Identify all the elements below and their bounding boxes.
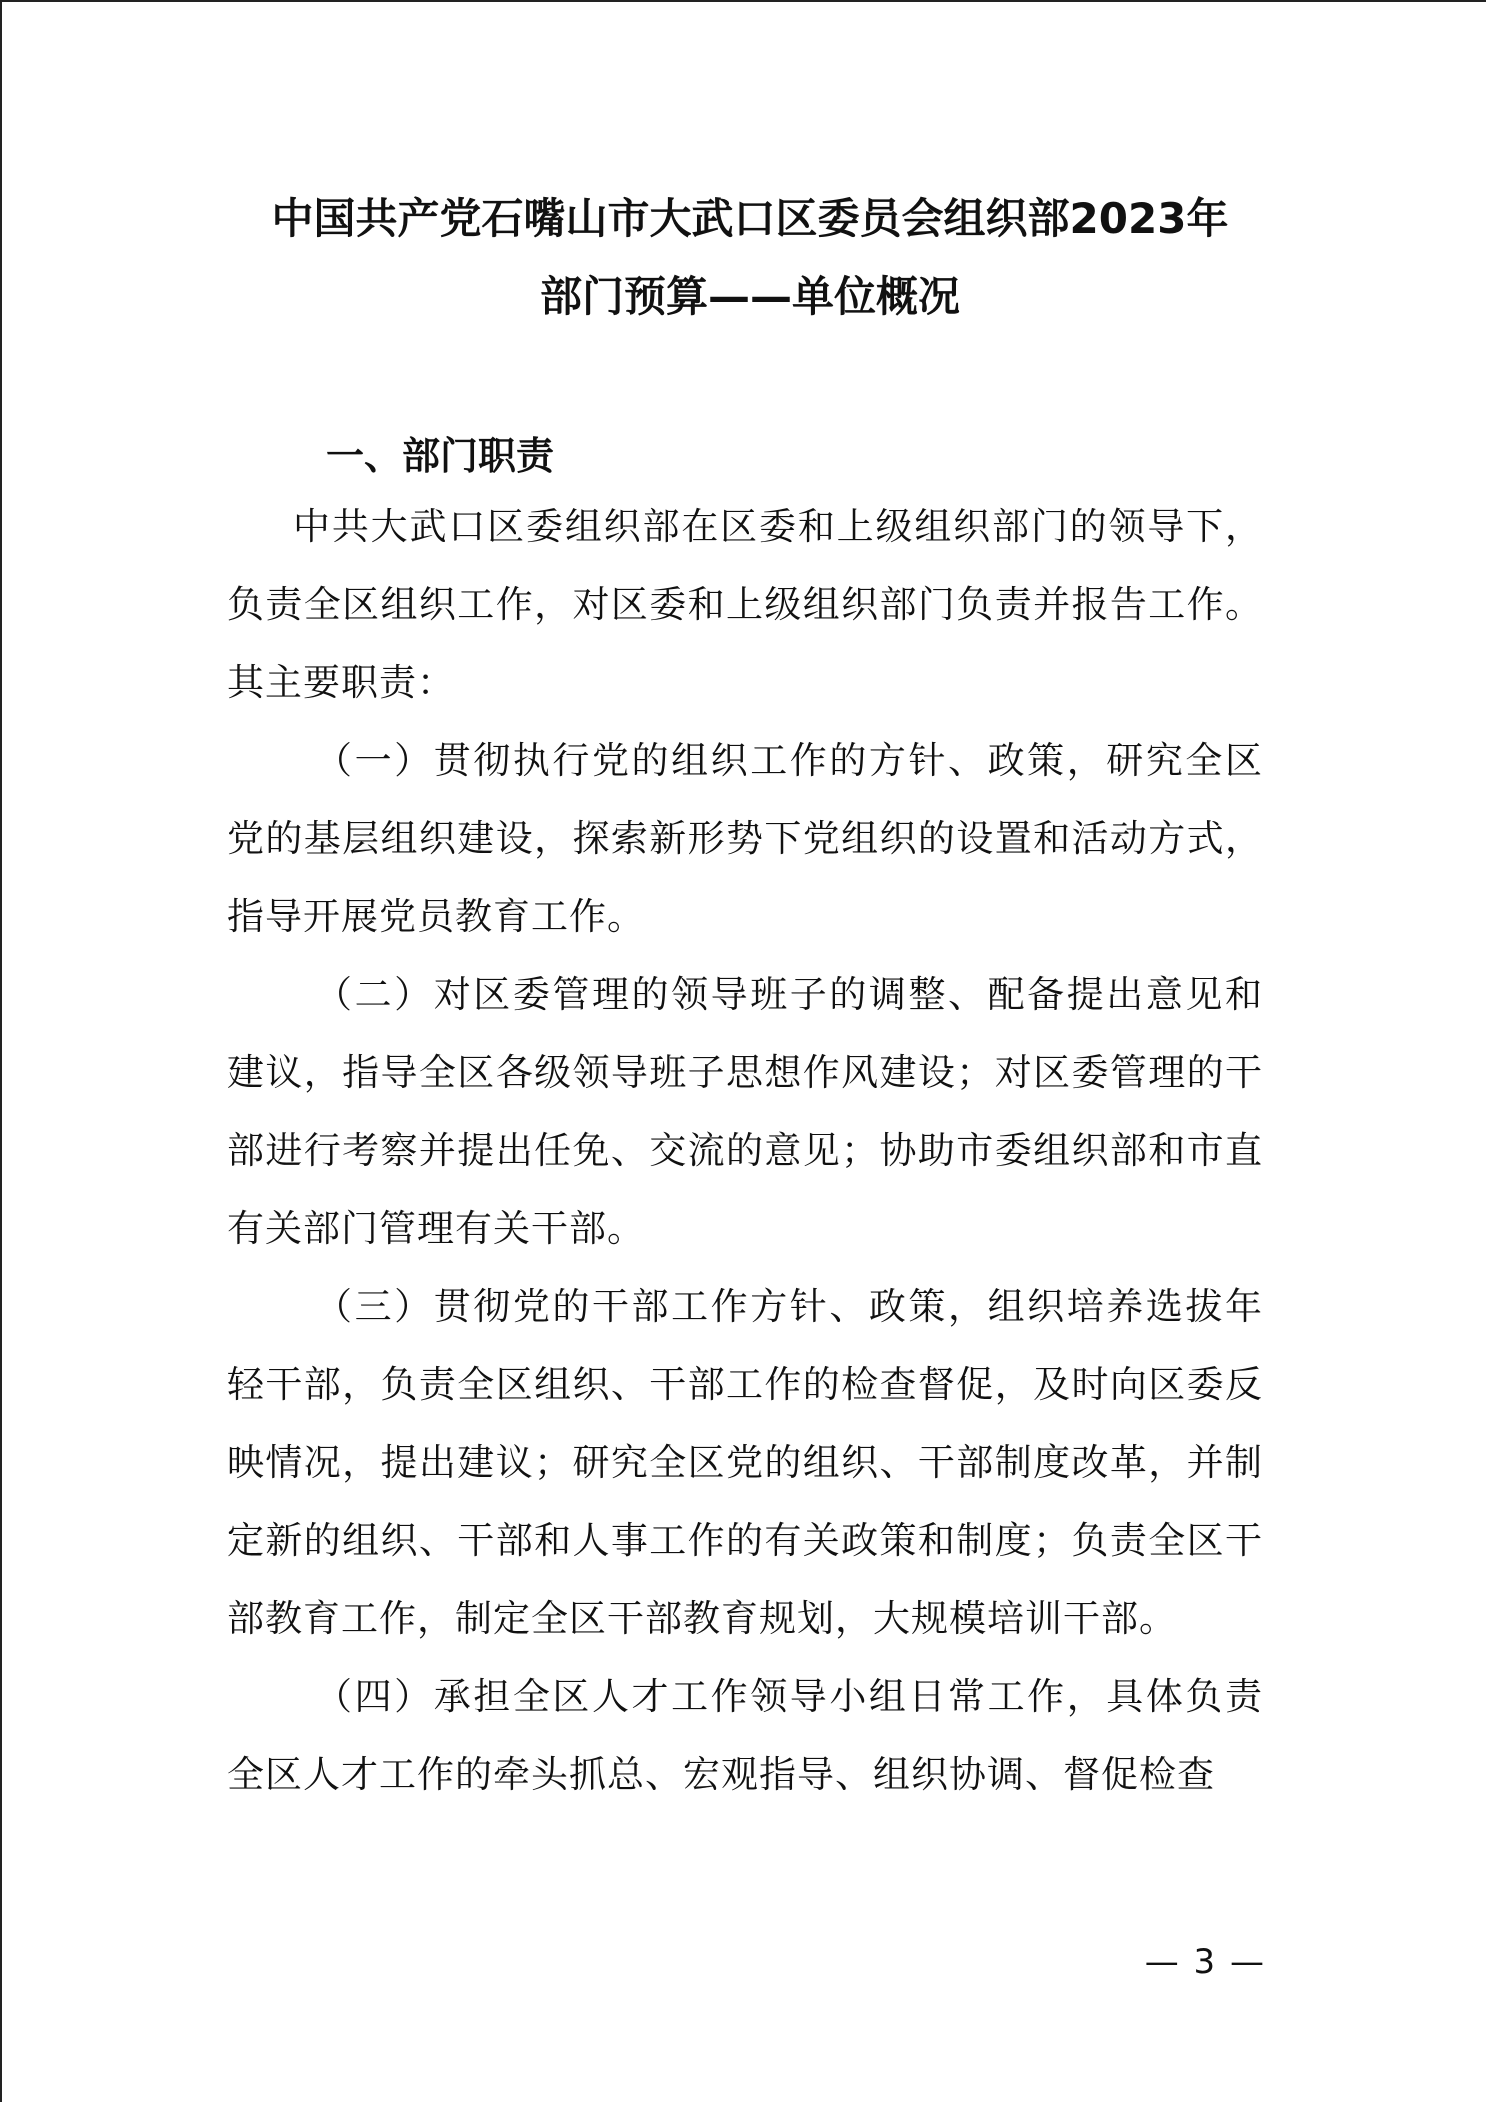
page-number: — 3 — — [1144, 1942, 1266, 1982]
paragraph-duty-4: （四）承担全区人才工作领导小组日常工作，具体负责全区人才工作的牵头抓总、宏观指导、组织协调、督促检查 — [227, 1675, 1263, 1796]
paragraph-duty-2: （二）对区委管理的领导班子的调整、配备提出意见和建议，指导全区各级领导班子思想作风建设；对区委管理的干部进行考察并提出任免、交流的意见；协助市委组织部和市直有关部门管理有关干部。 — [227, 973, 1263, 1250]
document-title-line-1: 中国共产党石嘴山市大武口区委员会组织部2023年 — [271, 194, 1229, 243]
paragraph-intro: 中共大武口区委组织部在区委和上级组织部门的领导下，负责全区组织工作，对区委和上级组织部门负责并报告工作。其主要职责： — [227, 505, 1263, 704]
paragraph-duty-3: （三）贯彻党的干部工作方针、政策，组织培养选拔年轻干部，负责全区组织、干部工作的检查督促，及时向区委反映情况，提出建议；研究全区党的组织、干部制度改革，并制定新的组织、干部和人事工作的有关政策和制度；负责全区干部教育工作，制定全区干部教育规划，大规模培训干部。 — [227, 1285, 1263, 1640]
section-heading: 一、部门职责 — [326, 434, 555, 478]
document-title-line-2: 部门预算——单位概况 — [539, 272, 960, 321]
paragraph-duty-1: （一）贯彻执行党的组织工作的方针、政策，研究全区党的基层组织建设，探索新形势下党组织的设置和活动方式，指导开展党员教育工作。 — [227, 739, 1263, 938]
body-text — [227, 488, 1263, 1814]
